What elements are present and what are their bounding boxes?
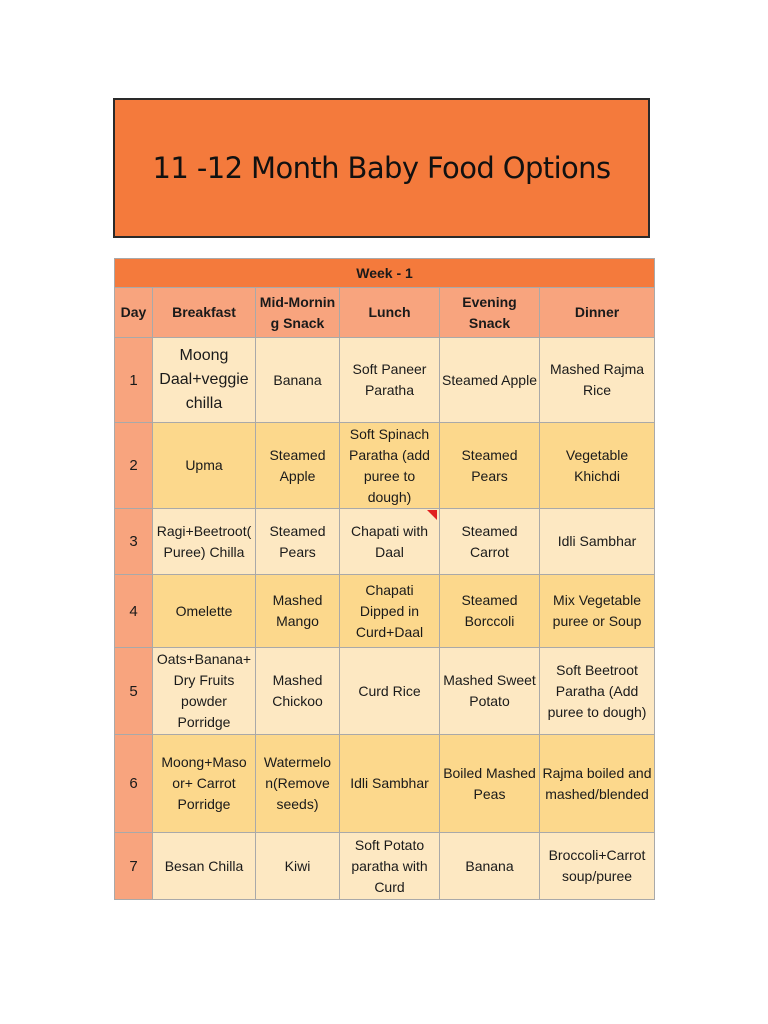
snack-cell: Steamed Apple <box>256 423 340 509</box>
evening-snack-cell: Mashed Sweet Potato <box>440 648 540 735</box>
evening-snack-cell: Banana <box>440 833 540 900</box>
evening-snack-cell: Boiled Mashed Peas <box>440 735 540 833</box>
dinner-cell: Vegetable Khichdi <box>540 423 655 509</box>
page-title: 11 -12 Month Baby Food Options <box>152 151 611 185</box>
snack-cell: Mashed Mango <box>256 575 340 648</box>
meal-plan-table <box>114 258 655 900</box>
evening-snack-cell: Steamed Carrot <box>440 509 540 575</box>
week-header-row <box>115 259 655 288</box>
dinner-cell: Soft Beetroot Paratha (Add puree to dough) <box>540 648 655 735</box>
table-row <box>115 575 655 648</box>
snack-cell: Kiwi <box>256 833 340 900</box>
day-number: 6 <box>115 735 153 833</box>
header-day: Day <box>115 288 153 338</box>
day-number: 4 <box>115 575 153 648</box>
breakfast-cell: Ragi+Beetroot( Puree) Chilla <box>153 509 256 575</box>
dinner-cell: Rajma boiled and mashed/blended <box>540 735 655 833</box>
lunch-cell: Soft Potato paratha with Curd <box>340 833 440 900</box>
lunch-cell: Idli Sambhar <box>340 735 440 833</box>
evening-snack-cell: Steamed Borccoli <box>440 575 540 648</box>
day-number: 1 <box>115 338 153 423</box>
breakfast-cell: Moong+Maso or+ Carrot Porridge <box>153 735 256 833</box>
day-number: 7 <box>115 833 153 900</box>
lunch-cell: Soft Spinach Paratha (add puree to dough) <box>340 423 440 509</box>
header-mid-morning-snack: Mid-Mornin g Snack <box>256 288 340 338</box>
snack-cell: Banana <box>256 338 340 423</box>
header-lunch: Lunch <box>340 288 440 338</box>
day-number: 5 <box>115 648 153 735</box>
dinner-cell: Broccoli+Carrot soup/puree <box>540 833 655 900</box>
table-row <box>115 735 655 833</box>
header-evening-snack: Evening Snack <box>440 288 540 338</box>
breakfast-cell: Oats+Banana+ Dry Fruits powder Porridge <box>153 648 256 735</box>
header-breakfast: Breakfast <box>153 288 256 338</box>
title-banner <box>113 98 650 238</box>
dinner-cell: Mashed Rajma Rice <box>540 338 655 423</box>
lunch-cell: Soft Paneer Paratha <box>340 338 440 423</box>
breakfast-cell: Moong Daal+veggie chilla <box>153 338 256 423</box>
lunch-cell: Curd Rice <box>340 648 440 735</box>
table-row <box>115 338 655 423</box>
lunch-cell: Chapati with Daal <box>340 509 440 575</box>
column-header-row <box>115 288 655 338</box>
dinner-cell: Idli Sambhar <box>540 509 655 575</box>
table-row <box>115 423 655 509</box>
day-number: 3 <box>115 509 153 575</box>
table-row <box>115 833 655 900</box>
comment-indicator[interactable] <box>427 510 437 520</box>
day-number: 2 <box>115 423 153 509</box>
table-row <box>115 509 655 575</box>
breakfast-cell: Omelette <box>153 575 256 648</box>
snack-cell: Mashed Chickoo <box>256 648 340 735</box>
dinner-cell: Mix Vegetable puree or Soup <box>540 575 655 648</box>
evening-snack-cell: Steamed Pears <box>440 423 540 509</box>
breakfast-cell: Besan Chilla <box>153 833 256 900</box>
header-dinner: Dinner <box>540 288 655 338</box>
lunch-cell: Chapati Dipped in Curd+Daal <box>340 575 440 648</box>
evening-snack-cell: Steamed Apple <box>440 338 540 423</box>
table-row <box>115 648 655 735</box>
snack-cell: Steamed Pears <box>256 509 340 575</box>
snack-cell: Watermelo n(Remove seeds) <box>256 735 340 833</box>
breakfast-cell: Upma <box>153 423 256 509</box>
week-label: Week - 1 <box>115 259 655 288</box>
